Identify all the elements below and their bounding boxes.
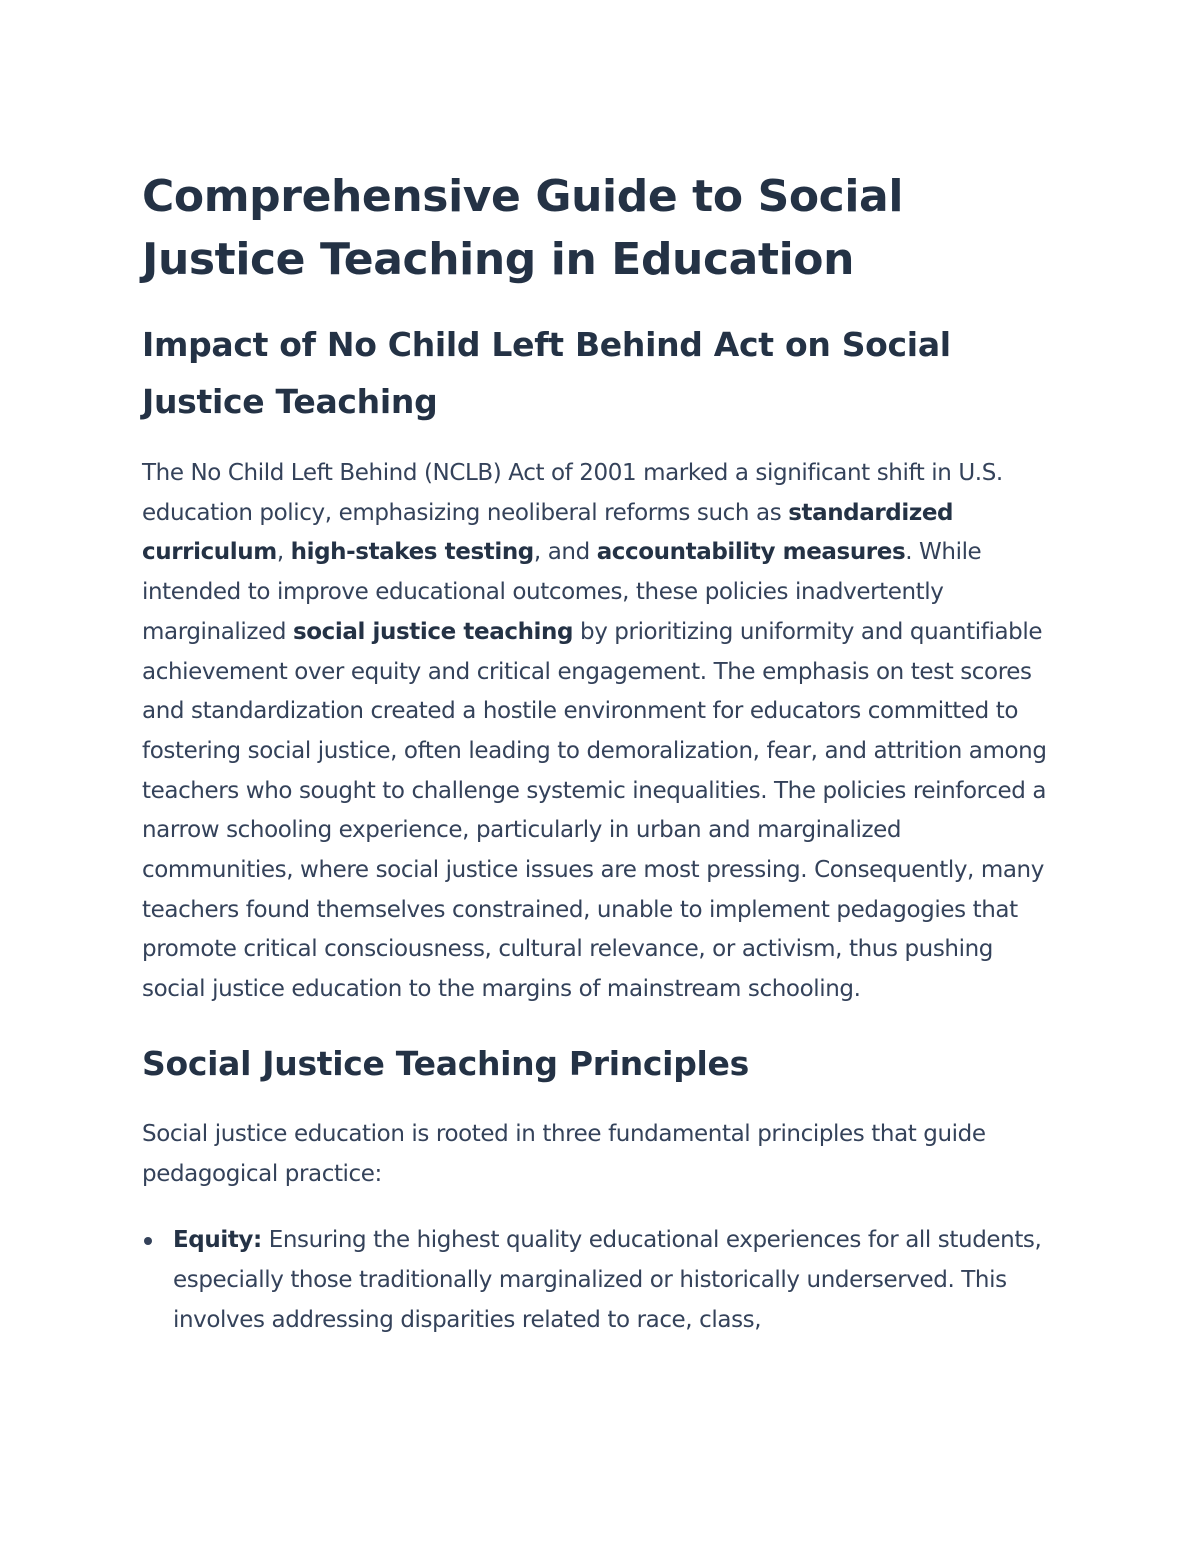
- nclb-paragraph: [142, 454, 1057, 1010]
- section-heading-nclb: Impact of No Child Left Behind Act on Social Justice Teaching: [142, 325, 951, 421]
- paragraph-text: , and: [533, 539, 597, 566]
- document-page: [142, 165, 1057, 1340]
- section-heading-principles: Social Justice Teaching Principles: [142, 1043, 749, 1083]
- principles-intro: Social justice education is rooted in three fundamental principles that guide pedagogical practice:: [142, 1120, 986, 1187]
- paragraph-text: ,: [276, 539, 291, 566]
- principle-label-equity: Equity:: [173, 1227, 262, 1254]
- bullet-icon: [144, 1237, 152, 1245]
- principles-list: [142, 1221, 1057, 1340]
- bold-term-social-justice-teaching: social justice teaching: [292, 618, 574, 645]
- bold-term-standardized-curriculum: standardized curriculum: [142, 499, 954, 566]
- paragraph-text: by prioritizing uniformity and quantifiable achievement over equity and critical engagement. The emphasis on test scores and standardization created a hostile environment for educators committed to fostering social justice, often leading to demoralization, fear, and attrition among teachers who sought to challenge systemic inequalities. The policies reinforced a narrow schooling experience, particularly in urban and marginalized communities, where social justice issues are most pressing. Consequently, many teachers found themselves constrained, unable to implement pedagogies that promote critical consciousness, cultural relevance, or activism, thus pushing social justice education to the margins of mainstream schooling.: [142, 618, 1047, 1003]
- paragraph-text: The No Child Left Behind (NCLB) Act of 2001 marked a significant shift in U.S. education policy, emphasizing neoliberal reforms such as: [142, 460, 1003, 526]
- bold-term-high-stakes-testing: high-stakes testing: [290, 539, 534, 566]
- paragraph-text: . While intended to improve educational outcomes, these policies inadvertently marginalized: [142, 539, 982, 645]
- document-title: Comprehensive Guide to Social Justice Teaching in Education: [142, 171, 904, 285]
- bold-term-accountability-measures: accountability measures: [596, 539, 906, 566]
- list-item: [142, 1221, 1057, 1340]
- principle-text-equity: Ensuring the highest quality educational experiences for all students, especially those traditionally marginalized or historically underserved. This involves addressing disparities related to race, class,: [173, 1227, 1042, 1333]
